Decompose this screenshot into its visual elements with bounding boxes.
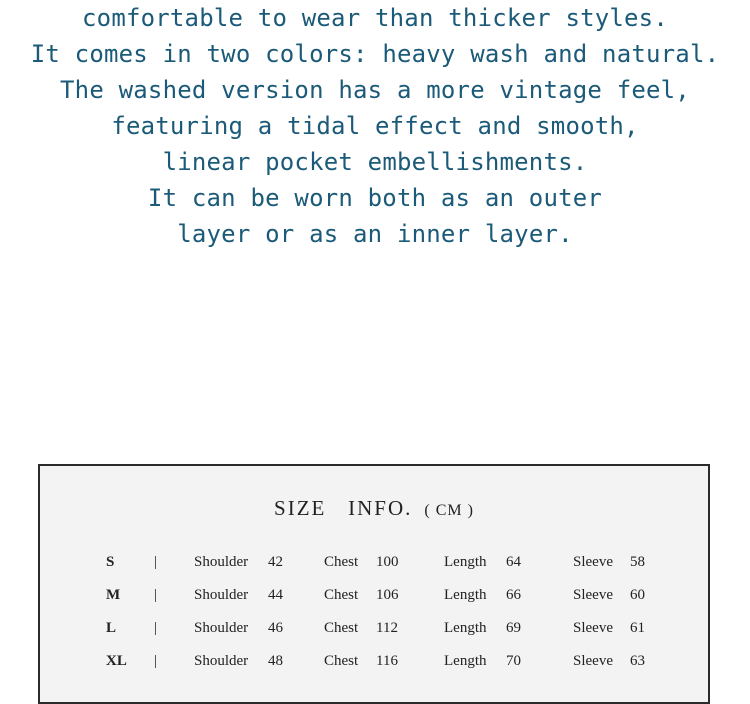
shoulder-label: Shoulder — [194, 620, 249, 636]
length-value: 64 — [506, 554, 521, 570]
length-label: Length — [444, 653, 487, 669]
separator: | — [154, 554, 158, 570]
description-line: It comes in two colors: heavy wash and natural. — [30, 40, 720, 68]
sleeve-label: Sleeve — [573, 620, 613, 636]
chest-value: 116 — [376, 653, 398, 669]
size-row-xl — [40, 653, 708, 677]
size-label: M — [106, 587, 121, 603]
shoulder-label: Shoulder — [194, 653, 249, 669]
shoulder-value: 48 — [268, 653, 283, 669]
chest-label: Chest — [324, 653, 359, 669]
separator: | — [154, 653, 158, 669]
size-title-text: SIZE INFO. — [274, 496, 413, 520]
description-line: layer or as an inner layer. — [177, 220, 573, 248]
length-label: Length — [444, 554, 487, 570]
size-row-s — [40, 554, 708, 578]
size-label: XL — [106, 653, 127, 669]
size-row-m — [40, 587, 708, 611]
shoulder-value: 44 — [268, 587, 283, 603]
size-row-l — [40, 620, 708, 644]
sleeve-value: 58 — [630, 554, 645, 570]
size-label: L — [106, 620, 117, 636]
separator: | — [154, 587, 158, 603]
chest-value: 112 — [376, 620, 398, 636]
length-value: 70 — [506, 653, 521, 669]
shoulder-value: 42 — [268, 554, 283, 570]
description-line: comfortable to wear than thicker styles. — [82, 4, 668, 32]
separator: | — [154, 620, 158, 636]
length-value: 66 — [506, 587, 521, 603]
length-label: Length — [444, 587, 487, 603]
size-label: S — [106, 554, 115, 570]
sleeve-label: Sleeve — [573, 554, 613, 570]
sleeve-value: 61 — [630, 620, 645, 636]
shoulder-label: Shoulder — [194, 587, 249, 603]
shoulder-value: 46 — [268, 620, 283, 636]
chest-label: Chest — [324, 587, 359, 603]
size-info-title — [40, 496, 708, 521]
description-line: linear pocket embellishments. — [162, 148, 588, 176]
sleeve-label: Sleeve — [573, 587, 613, 603]
description-line: It can be worn both as an outer — [147, 184, 603, 212]
chest-value: 100 — [376, 554, 399, 570]
description-line: featuring a tidal effect and smooth, — [111, 112, 639, 140]
length-label: Length — [444, 620, 487, 636]
description-line: The washed version has a more vintage feel, — [60, 76, 690, 104]
chest-label: Chest — [324, 554, 359, 570]
chest-value: 106 — [376, 587, 399, 603]
size-unit: ( CM ) — [424, 502, 474, 519]
length-value: 69 — [506, 620, 521, 636]
sleeve-value: 63 — [630, 653, 645, 669]
sleeve-value: 60 — [630, 587, 645, 603]
chest-label: Chest — [324, 620, 359, 636]
shoulder-label: Shoulder — [194, 554, 249, 570]
size-info-box — [38, 464, 710, 704]
sleeve-label: Sleeve — [573, 653, 613, 669]
